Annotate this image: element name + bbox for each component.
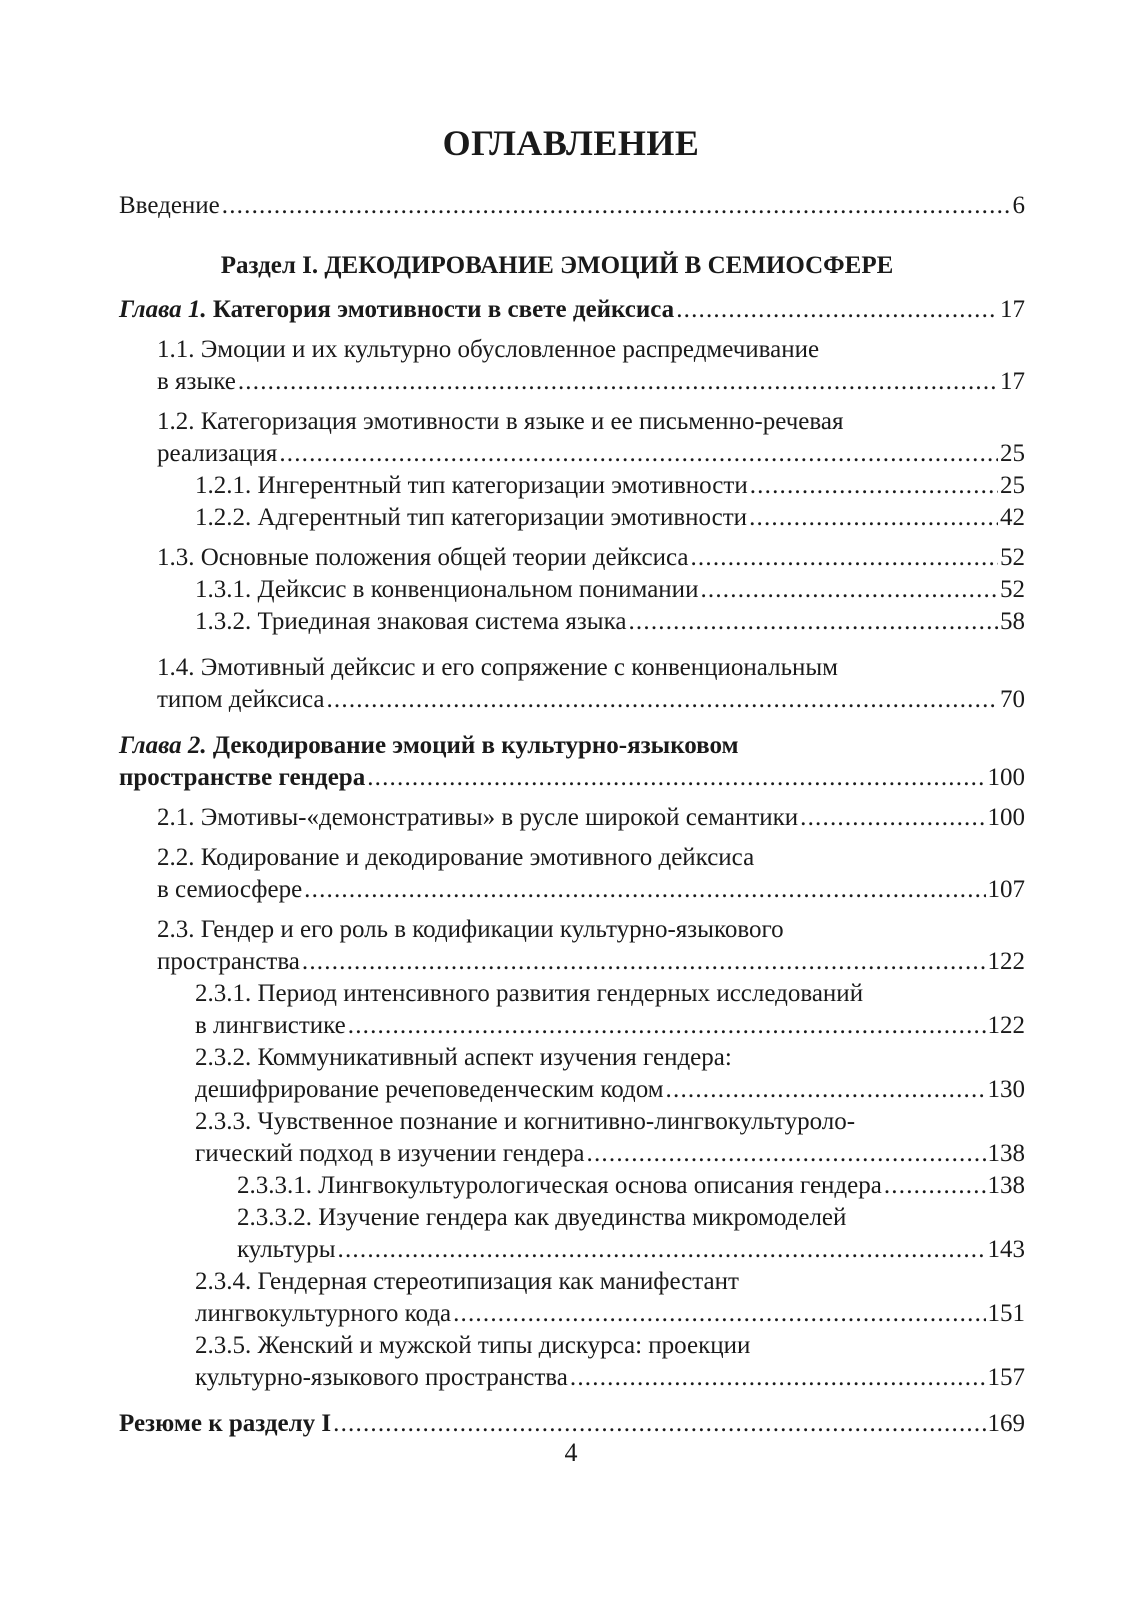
toc-entry-text-cont: дешифрирование речеповеденческим кодом: [195, 1076, 664, 1103]
dot-leader: [326, 684, 998, 716]
toc-entry-1-4[interactable]: [119, 652, 1025, 716]
dot-leader: [367, 762, 985, 794]
toc-entry-2-3-3-1[interactable]: [119, 1170, 1025, 1202]
dot-leader: [628, 606, 998, 638]
toc-entry-text-cont: пространства: [157, 948, 300, 975]
toc-page-number: 169: [987, 1410, 1025, 1437]
toc-entry-2-3-1[interactable]: [119, 978, 1025, 1042]
chapter-label: Глава 2.: [119, 732, 207, 759]
dot-leader: [676, 294, 998, 326]
dot-leader: [333, 1408, 985, 1440]
toc-entry-2-3-5[interactable]: [119, 1330, 1025, 1394]
toc-entry-text: 2.3.3.2. Изучение гендера как двуединства микромоделей: [237, 1204, 847, 1231]
toc-entry-text: 2.3.1. Период интенсивного развития гендерных исследований: [195, 980, 864, 1007]
dot-leader: [587, 1138, 986, 1170]
dot-leader: [884, 1170, 986, 1202]
toc-page-number: 25: [1000, 472, 1025, 499]
toc-entry-chapter-1[interactable]: [119, 294, 1025, 326]
toc-entry-text-cont: лингвокультурного кода: [195, 1300, 452, 1327]
dot-leader: [666, 1074, 986, 1106]
toc-page-number: 143: [987, 1236, 1025, 1263]
toc-entry-text-cont: в лингвистике: [195, 1012, 346, 1039]
dot-leader: [800, 802, 985, 834]
toc-page-number: 122: [987, 1012, 1025, 1039]
toc-entry-2-1[interactable]: [119, 802, 1025, 834]
toc-entry-1-3-1[interactable]: [119, 574, 1025, 606]
toc-page-number: 130: [987, 1076, 1025, 1103]
page-number: 4: [564, 1438, 578, 1467]
toc-entry-text: 2.3.3.1. Лингвокультурологическая основа описания гендера: [237, 1172, 882, 1199]
toc-entry-text: 2.3.2. Коммуникативный аспект изучения гендера:: [195, 1044, 732, 1071]
dot-leader: [750, 470, 998, 502]
toc-entry-2-3-4[interactable]: [119, 1266, 1025, 1330]
dot-leader: [700, 574, 998, 606]
section-heading: Раздел I. ДЕКОДИРОВАНИЕ ЭМОЦИЙ В СЕМИОСФЕРЕ: [220, 252, 894, 279]
toc-entry-text: 1.2.1. Ингерентный тип категоризации эмотивности: [195, 472, 748, 499]
chapter-title-cont: пространстве гендера: [119, 764, 366, 791]
toc-entry-text: 1.3.2. Триединая знаковая система языка: [195, 608, 627, 635]
toc-entry-1-2-1[interactable]: [119, 470, 1025, 502]
toc-page-number: 17: [1000, 296, 1025, 323]
toc-entry-text: 1.3. Основные положения общей теории дейксиса: [157, 544, 689, 571]
toc-page-number: 100: [987, 804, 1025, 831]
toc-entry-text: Введение: [119, 192, 220, 219]
toc-entry-1-3[interactable]: [119, 542, 1025, 574]
toc-entry-text: 1.3.1. Дейксис в конвенциональном понимании: [195, 576, 699, 603]
dot-leader: [222, 190, 1011, 222]
toc-entry-text: Резюме к разделу I: [119, 1410, 332, 1437]
toc-entry-1-2[interactable]: [119, 406, 1025, 470]
toc-entry-text: 2.3.5. Женский и мужской типы дискурса: проекции: [195, 1332, 751, 1359]
dot-leader: [690, 542, 998, 574]
toc-page-number: 52: [1000, 576, 1025, 603]
toc-page-number: 122: [987, 948, 1025, 975]
toc-entry-2-3-2[interactable]: [119, 1042, 1025, 1106]
toc-page-number: 157: [987, 1364, 1025, 1391]
dot-leader: [238, 366, 998, 398]
toc-page-number: 138: [987, 1140, 1025, 1167]
dot-leader: [279, 438, 998, 470]
toc-entry-text: 1.2. Категоризация эмотивности в языке и ее письменно-речевая: [157, 408, 844, 435]
chapter-title: Декодирование эмоций в культурно-языковом: [212, 732, 739, 759]
toc-entry-text: 2.3.4. Гендерная стереотипизация как манифестант: [195, 1268, 739, 1295]
toc-entry-text-cont: в языке: [157, 368, 236, 395]
toc-page-number: 6: [1012, 192, 1025, 219]
toc-page-number: 151: [987, 1300, 1025, 1327]
toc-entry-text-cont: типом дейксиса: [157, 686, 325, 713]
toc-page-number: 52: [1000, 544, 1025, 571]
toc-entry-1-3-2[interactable]: [119, 606, 1025, 638]
toc-entry-text: 1.4. Эмотивный дейксис и его сопряжение с конвенциональным: [157, 654, 838, 681]
toc-entry-2-3-3-2[interactable]: [119, 1202, 1025, 1266]
toc-page-number: 58: [1000, 608, 1025, 635]
toc-page-number: 138: [987, 1172, 1025, 1199]
toc-page-number: 42: [1000, 504, 1025, 531]
toc-entry-1-1[interactable]: [119, 334, 1025, 398]
toc-page-number: 107: [987, 876, 1025, 903]
toc-entry-text: 1.2.2. Адгерентный тип категоризации эмотивности: [195, 504, 748, 531]
dot-leader: [570, 1362, 986, 1394]
page-title: ОГЛАВЛЕНИЕ: [442, 123, 700, 163]
toc-entry-2-3-3[interactable]: [119, 1106, 1025, 1170]
table-of-contents: [119, 190, 1025, 1440]
dot-leader: [749, 502, 998, 534]
toc-entry-text-cont: в семиосфере: [157, 876, 303, 903]
toc-entry-text: 2.3.3. Чувственное познание и когнитивно-лингвокультуроло-: [195, 1108, 856, 1135]
toc-page-number: 25: [1000, 440, 1025, 467]
toc-entry-2-2[interactable]: [119, 842, 1025, 906]
toc-entry-text: 2.1. Эмотивы-«демонстративы» в русле широкой семантики: [157, 804, 799, 831]
toc-page-number: 100: [987, 764, 1025, 791]
toc-entry-2-3[interactable]: [119, 914, 1025, 978]
chapter-label: Глава 1.: [119, 296, 207, 323]
toc-page-number: 17: [1000, 368, 1025, 395]
toc-entry-summary[interactable]: [119, 1408, 1025, 1440]
toc-page-number: 70: [1000, 686, 1025, 713]
chapter-title: Категория эмотивности в свете дейксиса: [212, 296, 675, 323]
toc-entry-text: 1.1. Эмоции и их культурно обусловленное распредмечивание: [157, 336, 820, 363]
toc-entry-chapter-2[interactable]: [119, 730, 1025, 794]
dot-leader: [304, 874, 985, 906]
toc-entry-text-cont: реализация: [157, 440, 278, 467]
toc-entry-text: 2.2. Кодирование и декодирование эмотивного дейксиса: [157, 844, 755, 871]
toc-entry-text-cont: культурно-языкового пространства: [195, 1364, 568, 1391]
toc-entry-intro[interactable]: [119, 190, 1025, 222]
toc-entry-text-cont: культуры: [237, 1236, 336, 1263]
dot-leader: [453, 1298, 985, 1330]
toc-entry-text: 2.3. Гендер и его роль в кодификации культурно-языкового: [157, 916, 784, 943]
toc-entry-1-2-2[interactable]: [119, 502, 1025, 534]
toc-entry-text-cont: гический подход в изучении гендера: [195, 1140, 585, 1167]
dot-leader: [302, 946, 986, 978]
dot-leader: [338, 1234, 986, 1266]
dot-leader: [348, 1010, 986, 1042]
